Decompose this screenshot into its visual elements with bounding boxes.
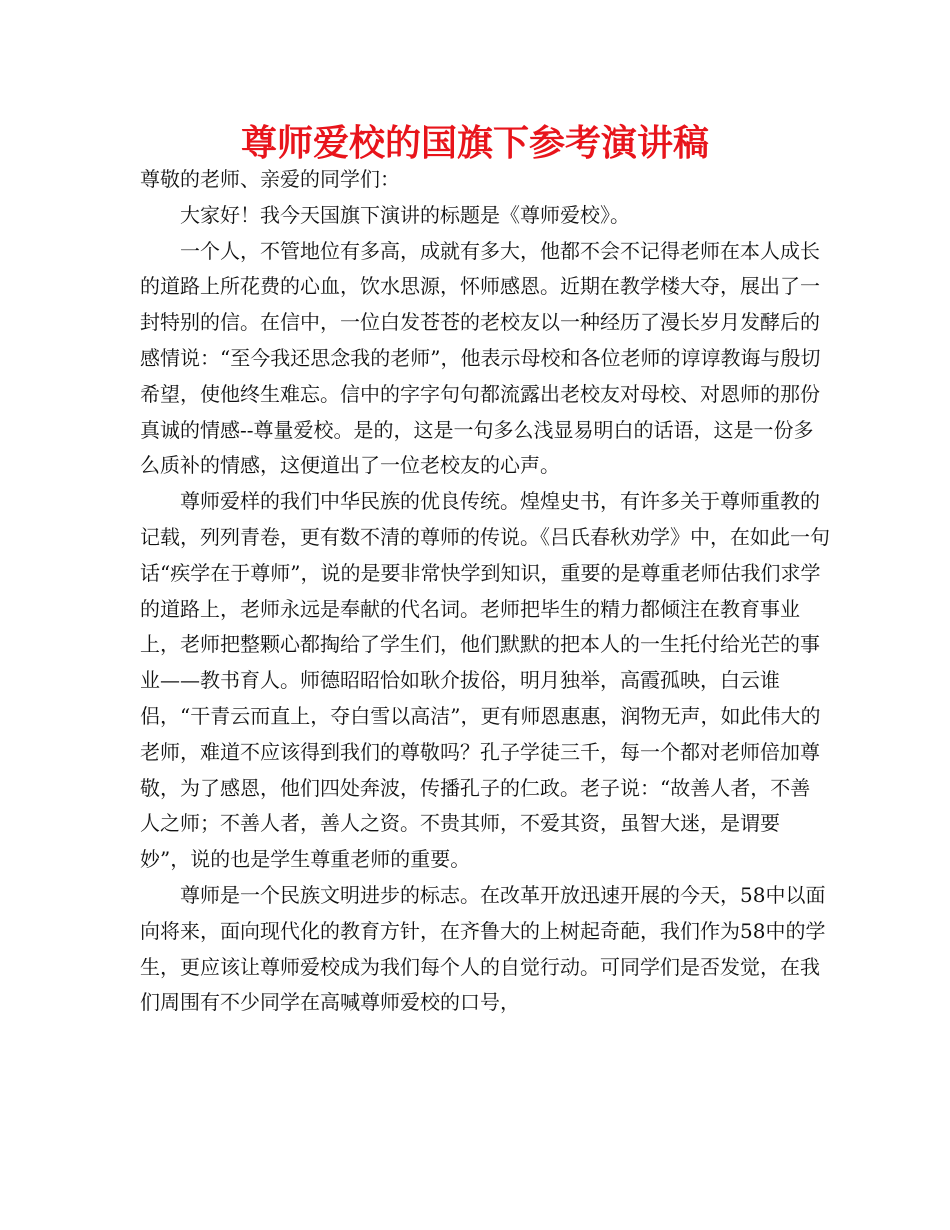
- document-title: 尊师爱校的国旗下参考演讲稿: [240, 123, 709, 164]
- paragraph-greeting: 大家好！我今天国旗下演讲的标题是《尊师爱校》。: [180, 202, 630, 227]
- paragraph-tradition: 尊师爱样的我们中华民族的优良传统。煌煌史书，有许多关于尊师重教的记载，列列青卷，更有数不清的尊师的传说。《吕氏春秋劝学》中，在如此一句话“疾学在于尊师”，说的是要非常快学到知识，重要的是尊重老师估我们求学的道路上，老师永远是奉献的代名词。老师把毕生的精力都倾注在教育事业上，老师把整颗心都掏给了学生们，他们默默的把本人的一生托付给光芒的事业——教书育人。师德昭昭恰如耿介拔俗，明月独举，高霞孤映，白云谁侣，“干青云而直上，夺白雪以高洁”，更有师恩惠惠，润物无声，如此伟大的老师，难道不应该得到我们的尊敬吗？孔子学徒三千，每一个都对老师倍加尊敬，为了感恩，他们四处奔波，传播孔子的仁政。老子说：“故善人者，不善人之师；不善人者，善人之资。不贵其师，不爱其资，虽智大迷，是谓要妙”，说的也是学生尊重老师的重要。: [140, 489, 830, 872]
- paragraph-civilization: 尊师是一个民族文明进步的标志。在改革开放迅速开展的今天，58中以面向将来，面向现代化的教育方针，在齐鲁大的上树起奇葩，我们作为58中的学生，更应该让尊师爱校成为我们每个人的自觉行动。可同学们是否发觉，在我们周围有不少同学在高喊尊师爱校的口号，: [140, 882, 826, 1015]
- document-body: [140, 162, 830, 1021]
- salutation: 尊敬的老师、亲爱的同学们：: [140, 167, 400, 191]
- paragraph-alumni-letter: 一个人，不管地位有多高，成就有多大，他都不会不记得老师在本人成长的道路上所花费的心血，饮水思源，怀师感恩。近期在教学楼大夺，展出了一封特别的信。在信中，一位白发苍苍的老校友以一种经历了漫长岁月发酵后的感情说：“至今我还思念我的老师”，他表示母校和各位老师的谆谆教诲与殷切希望，使他终生难忘。信中的字字句句都流露出老校友对母校、对恩师的那份真诚的情感--尊量爱校。是的，这是一句多么浅显易明白的话语，这是一份多么质补的情感，这便道出了一位老校友的心声。: [140, 238, 821, 478]
